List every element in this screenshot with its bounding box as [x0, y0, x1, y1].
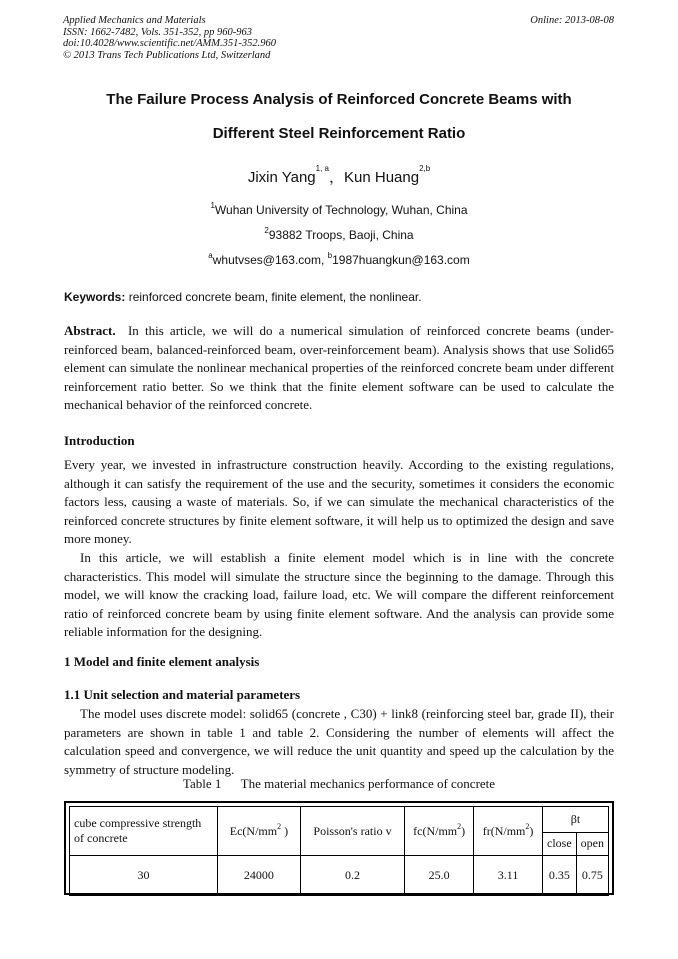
table-row	[70, 856, 609, 896]
header-poisson: Poisson's ratio v	[300, 807, 404, 856]
issn-line: ISSN: 1662-7482, Vols. 351-352, pp 960-963	[63, 26, 252, 38]
email-a-sup: a	[208, 251, 213, 260]
paper-title-line-2: Different Steel Reinforcement Ratio	[212, 125, 466, 142]
keywords-label: Keywords:	[64, 290, 126, 304]
table-1-caption: Table 1 The material mechanics performance of concrete	[182, 776, 496, 791]
email-b-sup: b	[327, 251, 333, 260]
table-header-row	[70, 807, 609, 833]
header-fr-end: )	[529, 823, 534, 838]
header-open: open	[576, 832, 608, 855]
intro-paragraph-1: Every year, we invested in infrastructure construction heavily. According to the existing regulations, although it can satisfy the requirement of the use and the security, sometimes it considers the economic factors less, causing a waste of materials. So, if we can simulate the mechanical characteristics of the reinforced concrete structures by finite element software, it will help us to optimized the design and save more money.	[64, 457, 614, 547]
header-cube-strength: cube compressive strength of concrete	[70, 807, 218, 856]
section-1-heading: 1 Model and finite element analysis	[64, 654, 260, 669]
author-separator: ，	[328, 169, 344, 186]
header-fr	[474, 807, 543, 856]
author-2-sup: 2,b	[419, 164, 431, 173]
header-fc	[405, 807, 474, 856]
header-beta-t: βt	[543, 807, 609, 833]
abstract-text: In this article, we will do a numerical simulation of reinforced concrete beams (under-reinforced beam, balanced-reinforced beam, over-reinforcement beam). Analysis shows that use Solid65 element can simulate the nonlinear mechanical properties of the reinforced concrete beam under different reinforcement ratio better. So we think that the finite element software can be used to calculate the mechanical behavior of the reinforced concrete.	[64, 323, 618, 413]
intro-paragraph-2: In this article, we will establish a finite element model which is in line with the concrete characteristics. This model will simulate the structure since the beginning to the damage. Through this model, we will know the cracking load, failure load, etc. We will compare the different reinforcement ratio of reinforced concrete beam by using finite element software. And the analysis can provide some reliable information for the designing.	[64, 549, 614, 640]
email-a: whutvses@163.com,	[212, 253, 328, 267]
cell-fc: 25.0	[405, 856, 474, 896]
online-date: Online: 2013-08-08	[530, 15, 614, 26]
header-fc-text: fc(N/mm	[413, 823, 458, 838]
header-close: close	[543, 832, 577, 855]
affiliation-2-text: 93882 Troops, Baoji, China	[268, 228, 414, 242]
cell-ec: 24000	[218, 856, 301, 896]
table-1	[64, 801, 614, 895]
cell-strength: 30	[70, 856, 218, 896]
cell-fr: 3.11	[474, 856, 543, 896]
cell-poisson: 0.2	[300, 856, 404, 896]
email-line	[0, 253, 678, 267]
header-ec-end: )	[281, 823, 289, 838]
copyright-line: © 2013 Trans Tech Publications Ltd, Switzerland	[63, 49, 271, 61]
introduction-heading: Introduction	[64, 433, 135, 448]
email-b: 1987huangkun@163.com	[332, 253, 470, 267]
journal-info	[63, 15, 276, 61]
header-fr-sup: 2	[525, 821, 530, 831]
abstract	[64, 322, 618, 415]
affiliation-2-sup: 2	[264, 226, 269, 235]
keywords-text: reinforced concrete beam, finite element, the nonlinear.	[125, 290, 422, 304]
affiliation-1-text: Wuhan University of Technology, Wuhan, China	[214, 203, 468, 217]
introduction-body	[64, 456, 614, 642]
section-1-1-heading: 1.1 Unit selection and material parameters	[64, 687, 301, 702]
keywords	[64, 288, 614, 307]
author-2: Kun Huang	[344, 169, 420, 186]
header-ec-text: Ec(N/mm	[229, 823, 278, 838]
header-fc-sup: 2	[457, 821, 462, 831]
abstract-label: Abstract.	[64, 323, 116, 338]
section-1-1-paragraph: The model uses discrete model: solid65 (concrete , C30) + link8 (reinforcing steel bar, grade II), their parameters are shown in table 1 and table 2. Considering the number of elements will affect the calculation speed and convergence, we will reduce the unit quantity and speed up the calculation by the symmetry of structure modeling.	[64, 706, 614, 777]
affiliation-1-sup: 1	[210, 201, 215, 210]
header-ec-sup: 2	[277, 821, 282, 831]
header-fr-text: fr(N/mm	[482, 823, 526, 838]
material-table	[69, 806, 609, 896]
header-fc-end: )	[461, 823, 466, 838]
doi-line: doi:10.4028/www.scientific.net/AMM.351-352.960	[63, 38, 276, 49]
author-list	[0, 166, 678, 187]
header-ec	[218, 807, 301, 856]
affiliation-2	[0, 228, 678, 242]
journal-name: Applied Mechanics and Materials	[63, 15, 206, 26]
cell-open: 0.75	[576, 856, 608, 896]
affiliation-1	[0, 203, 678, 217]
cell-close: 0.35	[543, 856, 577, 896]
paper-title-line-1: The Failure Process Analysis of Reinforced Concrete Beams with	[106, 91, 572, 108]
author-1-sup: 1, a	[315, 164, 329, 173]
author-1: Jixin Yang	[247, 169, 316, 186]
